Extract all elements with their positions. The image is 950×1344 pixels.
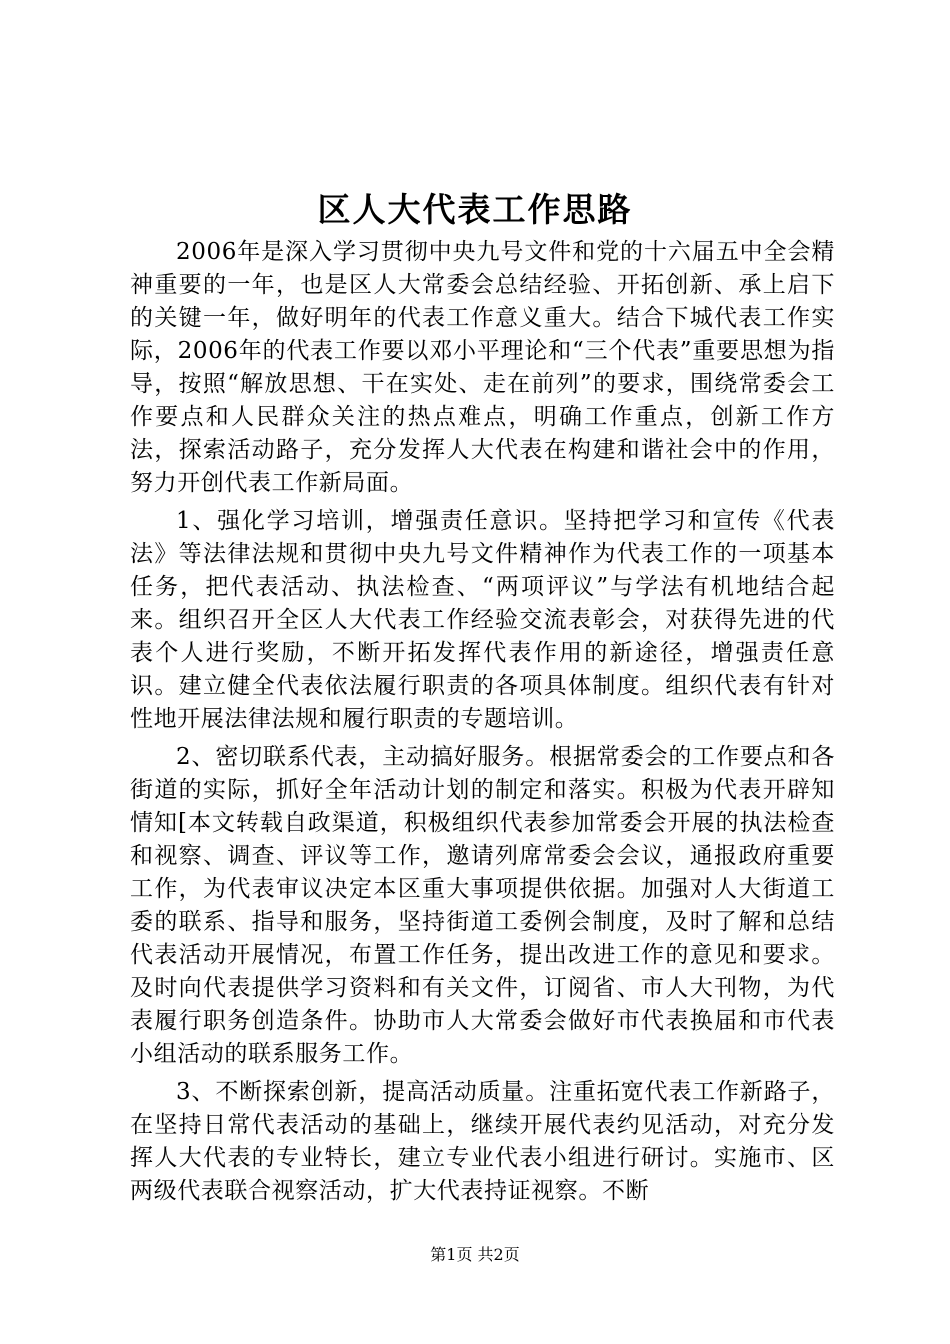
paragraph-section-1: 1、强化学习培训，增强责任意识。坚持把学习和宣传《代表法》等法律法规和贯彻中央九号文件精神作为代表工作的一项基本任务，把代表活动、执法检查、“两项评议”与学法有机地结合起来。组织召开全区人大代表工作经验交流表彰会，对获得先进的代表个人进行奖励，不断开拓发挥代表作用的新途径，增强责任意识。建立健全代表依法履行职责的各项具体制度。组织代表有针对性地开展法律法规和履行职责的专题培训。 xyxy=(130,508,835,732)
paragraph-section-3: 3、不断探索创新，提高活动质量。注重拓宽代表工作新路子，在坚持日常代表活动的基础上，继续开展代表约见活动，对充分发挥人大代表的专业特长，建立专业代表小组进行研讨。实施市、区两级代表联合视察活动，扩大代表持证视察。不断 xyxy=(130,1079,835,1204)
document-title: 区人大代表工作思路 xyxy=(317,190,633,229)
paragraph-intro: 2006年是深入学习贯彻中央九号文件和党的十六届五中全会精神重要的一年，也是区人大常委会总结经验、开拓创新、承上启下的关键一年，做好明年的代表工作意义重大。结合下城代表工作实际，2006年的代表工作要以邓小平理论和“三个代表”重要思想为指导，按照“解放思想、干在实处、走在前列”的要求，围绕常委会工作要点和人民群众关注的热点难点，明确工作重点，创新工作方法，探索活动路子，充分发挥人大代表在构建和谐社会中的作用，努力开创代表工作新局面。 xyxy=(130,239,835,496)
document-body xyxy=(130,236,835,1213)
paragraph-section-2: 2、密切联系代表，主动搞好服务。根据常委会的工作要点和各街道的实际，抓好全年活动计划的制定和落实。积极为代表开辟知情知[本文转载自政渠道，积极组织代表参加常委会开展的执法检查和视察、调查、评议等工作，邀请列席常委会会议，通报政府重要工作，为代表审议决定本区重大事项提供依据。加强对人大街道工委的联系、指导和服务，坚持街道工委例会制度，及时了解和总结代表活动开展情况，布置工作任务，提出改进工作的意见和要求。及时向代表提供学习资料和有关文件，订阅省、市人大刊物，为代表履行职务创造条件。协助市人大常委会做好市代表换届和市代表小组活动的联系服务工作。 xyxy=(130,744,835,1067)
page-footer: 第1页 共2页 xyxy=(430,1245,520,1264)
